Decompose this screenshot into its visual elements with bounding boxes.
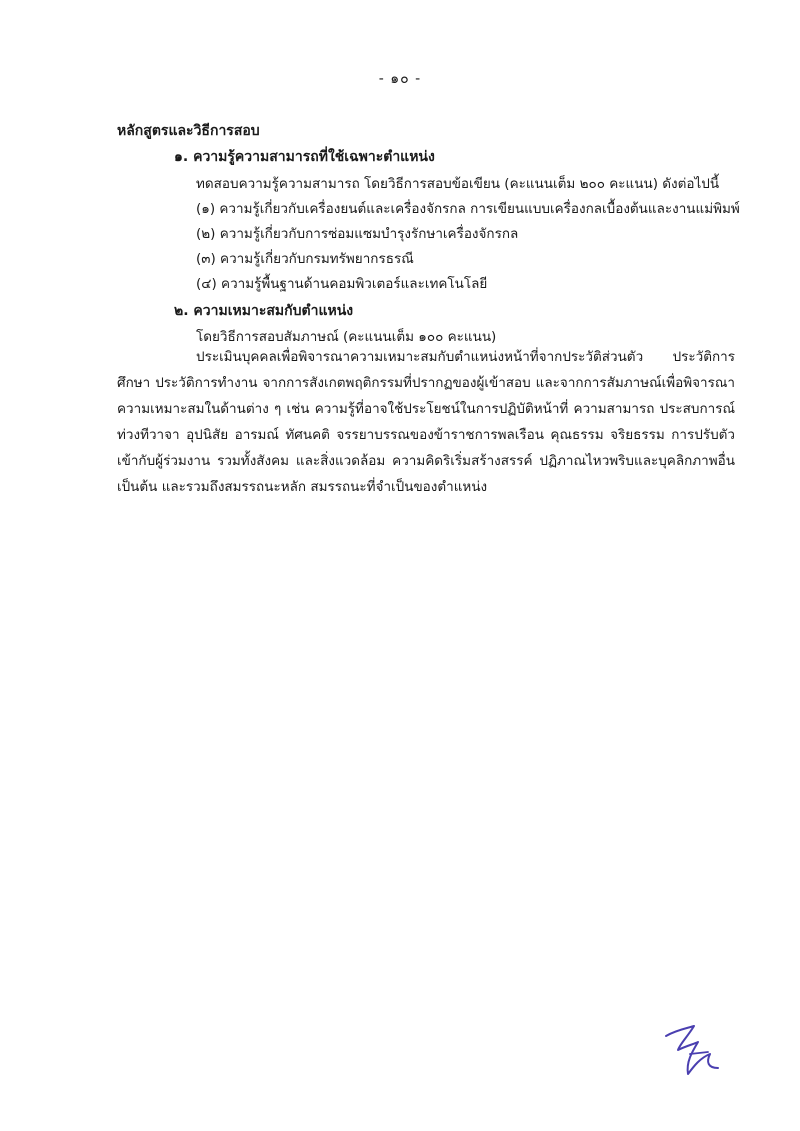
section2-paragraph: ประเมินบุคคลเพื่อพิจารณาความเหมาะสมกับตำแหน่งหน้าที่จากประวัติส่วนตัว ประวัติการศึกษา ประวัติการทำงาน จากการสังเกตพฤติกรรมที่ปรากฏของผู้เข้าสอบ และจากการสัมภาษณ์เพื่อพิจารณาความเหมาะสมในด้านต่าง ๆ เช่น ความรู้ที่อาจใช้ประโยชน์ในการปฏิบัติหน้าที่ ความสามารถ ประสบการณ์ ท่วงทีวาจา อุปนิสัย อารมณ์ ทัศนคติ จรรยาบรรณของข้าราชการพลเรือน คุณธรรม จริยธรรม การปรับตัวเข้ากับผู้ร่วมงาน รวมทั้งสังคม และสิ่งแวดล้อม ความคิดริเริ่มสร้างสรรค์ ปฏิภาณไหวพริบและบุคลิกภาพอื่น เป็นต้น และรวมถึงสมรรถนะหลัก สมรรถนะที่จำเป็นของตำแหน่ง — [117, 349, 735, 495]
section1-intro: ทดสอบความรู้ความสามารถ โดยวิธีการสอบข้อเขียน (คะแนนเต็ม ๒๐๐ คะแนน) ดังต่อไปนี้ — [196, 176, 720, 192]
section1-item-4: (๔) ความรู้พื้นฐานด้านคอมพิวเตอร์และเทคโนโลยี — [196, 276, 488, 292]
section1-item-2: (๒) ความรู้เกี่ยวกับการซ่อมแซมบำรุงรักษาเครื่องจักรกล — [196, 226, 519, 242]
page-number: - ๑๐ - — [378, 71, 422, 87]
section1-title: ๑. ความรู้ความสามารถที่ใช้เฉพาะตำแหน่ง — [174, 149, 435, 165]
section2-intro: โดยวิธีการสอบสัมภาษณ์ (คะแนนเต็ม ๑๐๐ คะแนน) — [196, 329, 497, 345]
section2-title: ๒. ความเหมาะสมกับตำแหน่ง — [174, 303, 354, 319]
section1-item-3: (๓) ความรู้เกี่ยวกับกรมทรัพยากรธรณี — [196, 251, 414, 267]
section1-item-1: (๑) ความรู้เกี่ยวกับเครื่องยนต์และเครื่องจักรกล การเขียนแบบเครื่องกลเบื้องต้นและงานแม่พิมพ์ — [196, 201, 740, 217]
document-heading: หลักสูตรและวิธีการสอบ — [117, 123, 260, 139]
signature-image — [658, 1018, 728, 1088]
